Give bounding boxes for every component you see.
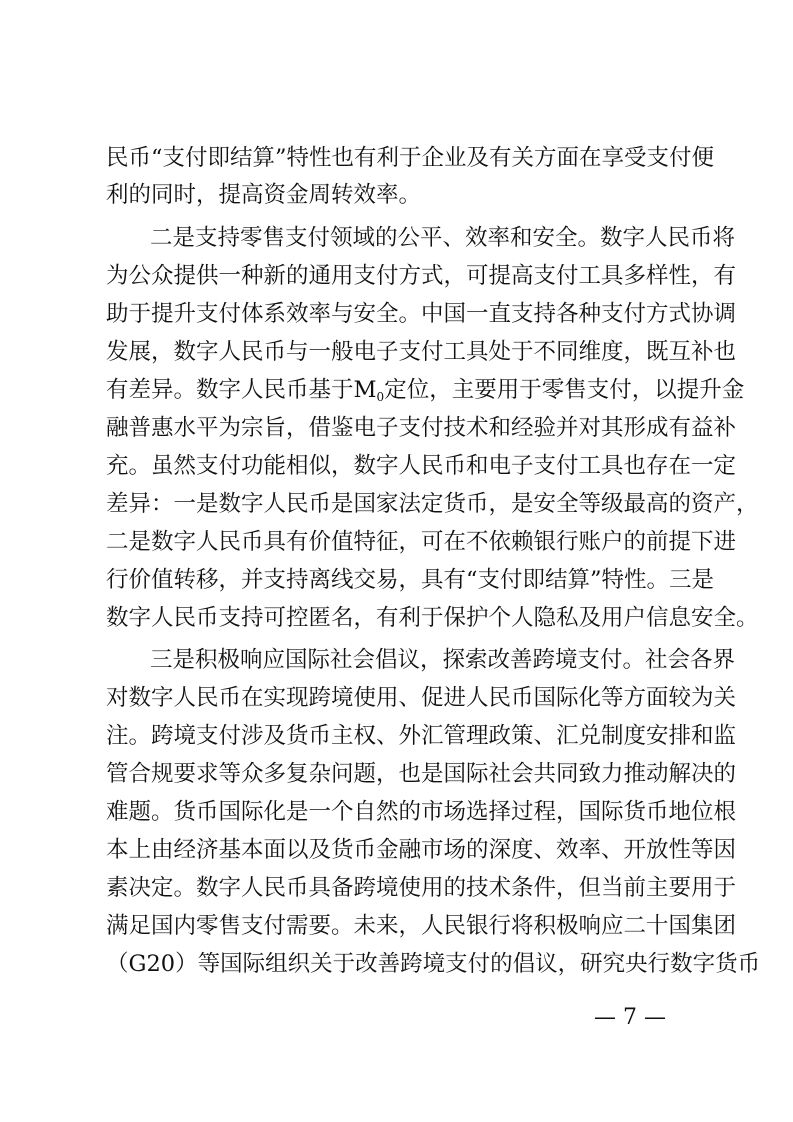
text-line: 数字人民币支持可控匿名，有利于保护个人隐私及用户信息安全。	[106, 605, 759, 631]
text-line: 发展，数字人民币与一般电子支付工具处于不同维度，既互补也	[106, 339, 737, 365]
text-line: 难题。货币国际化是一个自然的市场选择过程，国际货币地位根	[106, 799, 737, 825]
text-segment: 有差异。数字人民币基于M	[106, 377, 377, 403]
text-line: 助于提升支付体系效率与安全。中国一直支持各种支付方式协调	[106, 301, 737, 327]
text-segment: 定位，主要用于零售支付，以提升金	[384, 377, 745, 403]
text-line: 三是积极响应国际社会倡议，探索改善跨境支付。社会各界	[150, 647, 736, 673]
text-line: 素决定。数字人民币具备跨境使用的技术条件，但当前主要用于	[106, 875, 737, 901]
text-line: 为公众提供一种新的通用支付方式，可提高支付工具多样性，有	[106, 263, 737, 289]
text-line: 差异：一是数字人民币是国家法定货币，是安全等级最高的资产，	[106, 491, 759, 517]
text-line: 行价值转移，并支持离线交易，具有“支付即结算”特性。三是	[106, 567, 715, 593]
text-line: 融普惠水平为宗旨，借鉴电子支付技术和经验并对其形成有益补	[106, 415, 737, 441]
text-line: 民币“支付即结算”特性也有利于企业及有关方面在享受支付便	[106, 145, 715, 171]
text-line: 本上由经济基本面以及货币金融市场的深度、效率、开放性等因	[106, 837, 737, 863]
text-line: 满足国内零售支付需要。未来，人民银行将积极响应二十国集团	[106, 913, 737, 939]
text-line-with-subscript	[106, 375, 745, 412]
text-line: 注。跨境支付涉及货币主权、外汇管理政策、汇兑制度安排和监	[106, 723, 737, 749]
text-line: 对数字人民币在实现跨境使用、促进人民币国际化等方面较为关	[106, 685, 737, 711]
subscript-zero: 0	[376, 390, 385, 404]
text-line: 二是支持零售支付领域的公平、效率和安全。数字人民币将	[150, 225, 736, 251]
text-line: （G20）等国际组织关于改善跨境支付的倡议，研究央行数字货币	[106, 951, 761, 977]
text-line: 管合规要求等众多复杂问题，也是国际社会共同致力推动解决的	[106, 761, 737, 787]
page-number: — 7 —	[594, 1005, 666, 1030]
text-line: 利的同时，提高资金周转效率。	[106, 182, 422, 208]
text-line: 充。虽然支付功能相似，数字人民币和电子支付工具也存在一定	[106, 453, 737, 479]
text-line: 二是数字人民币具有价值特征，可在不依赖银行账户的前提下进	[106, 529, 737, 555]
